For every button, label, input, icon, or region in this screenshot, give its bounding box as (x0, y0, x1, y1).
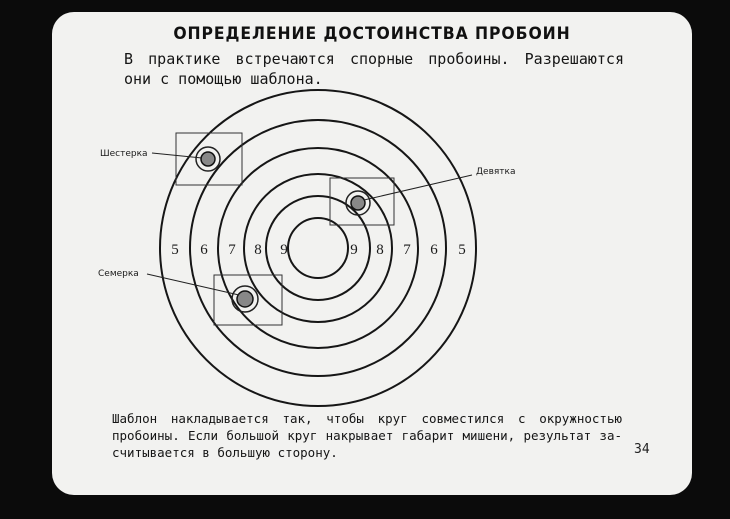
ring-number-left-6: 6 (200, 242, 208, 258)
ring-number-right-9: 9 (350, 242, 358, 258)
ring-number-left-7: 7 (228, 242, 236, 258)
ring-number-left-5: 5 (171, 242, 179, 258)
bullet-hole-six (201, 152, 215, 166)
ring-number-right-7: 7 (403, 242, 411, 258)
leader-line-nine (364, 175, 472, 200)
ring-number-right-6: 6 (430, 242, 438, 258)
label-seven: Семерка (98, 269, 139, 279)
ring-number-left-8: 8 (254, 242, 262, 258)
bullet-hole-nine (351, 196, 365, 210)
intro-line-1: В практике встречаются спорные пробоины. Разрешаются (124, 50, 624, 68)
leader-line-six (152, 153, 202, 158)
ring-number-left-9: 9 (280, 242, 288, 258)
slide-title: ОПРЕДЕЛЕНИЕ ДОСТОИНСТВА ПРОБОИН (173, 24, 571, 44)
template-six (176, 133, 242, 185)
outro-text (112, 410, 622, 461)
outro-line-3: считывается в большую сторону. (112, 445, 338, 460)
ring-number-right-5: 5 (458, 242, 466, 258)
label-six: Шестерка (100, 149, 148, 159)
ring-number-right-8: 8 (376, 242, 384, 258)
intro-line-2: они с помощью шаблона. (124, 70, 323, 88)
ring-10 (288, 218, 348, 278)
page-number: 34 (634, 442, 650, 457)
label-nine: Девятка (476, 167, 516, 177)
outro-line-1: Шаблон накладывается так, чтобы круг совместился с окружностью (112, 411, 622, 426)
outro-line-2: пробоины. Если большой круг накрывает габарит мишени, результат за- (112, 428, 622, 443)
bullet-hole-seven (237, 291, 253, 307)
slide (52, 12, 692, 495)
